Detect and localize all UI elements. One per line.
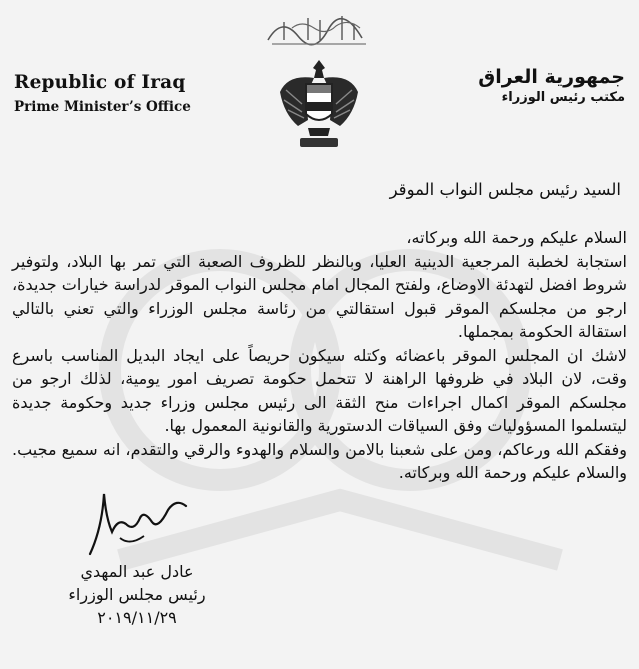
signature-block <box>52 560 222 629</box>
letter-greeting: السلام عليكم ورحمة الله وبركاته، <box>406 228 627 247</box>
signatory-title: رئيس مجلس الوزراء <box>68 585 206 604</box>
handwritten-signature-icon <box>82 488 192 560</box>
letter-body <box>12 226 627 485</box>
header-en-office: Prime Minister’s Office <box>14 99 191 115</box>
letter-addressee: السيد رئيس مجلس النواب الموقر <box>389 180 621 199</box>
header-english <box>14 72 191 115</box>
header-en-country: Republic of Iraq <box>14 72 186 93</box>
letter-date: ٢٠١٩/١١/٢٩ <box>97 608 177 627</box>
header-arabic <box>478 66 625 105</box>
basmala-calligraphy-icon <box>262 10 374 48</box>
signatory-name: عادل عبد المهدي <box>80 562 194 581</box>
letter-closing: وفقكم الله ورعاكم، ومن على شعبنا بالامن والسلام والهدوء والرقي والتقدم، انه سميع مجيب. والسلام عليكم ورحمة الله وبركاته. <box>12 439 627 482</box>
header-ar-country: جمهورية العراق <box>478 66 625 88</box>
letter-paragraph-2: لاشك ان المجلس الموقر باعضائه وكتله سيكون حريصاً على ايجاد البديل المناسب باسرع وقت، لان البلاد في ظروفها الراهنة لا تتحمل حكومة تصريف امور يومية، لذلك ارجو من مجلسكم الموقر اكمال اجراءات منح الثقة الى رئيس مجلس وزراء جديد وحكومة جديدة ليتسلموا المسؤوليات وفق السياقات الدستورية والقانونية المعمول بها. <box>12 345 627 435</box>
header-ar-office: مكتب رئيس الوزراء <box>501 90 625 105</box>
letter-paragraph-1: استجابة لخطبة المرجعية الدينية العليا، وبالنظر للظروف الصعبة التي تمر بها البلاد، ولتوفير شروط افضل لتهدئة الاوضاع، ولفتح المجال امام مجلس النواب الموقر لدراسة خيارات جديدة، ارجو من مجلسكم الموقر قبول استقالتي من رئاسة مجلس الوزراء والتي تعني بالتالي استقالة الحكومة بمجملها. <box>12 251 627 341</box>
iraq-eagle-emblem-icon <box>278 56 360 152</box>
